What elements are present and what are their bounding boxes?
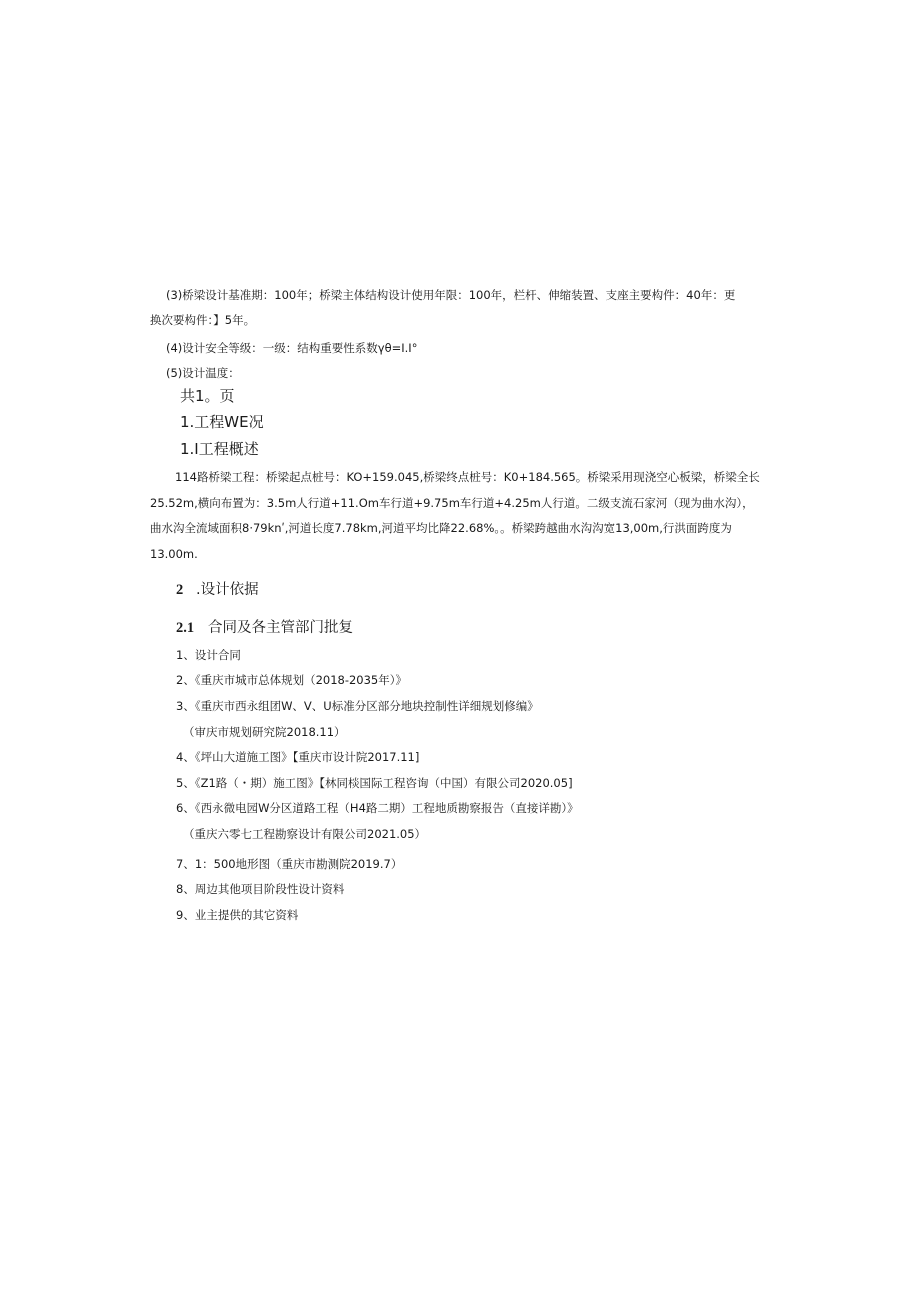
- list-item: 2、《重庆市城市总体规划（2018-2035年）》: [176, 673, 407, 687]
- overview-line2: 25.52m,横向布置为：3.5m人行道+11.Om车行道+9.75m车行道+4.25m人行道。二级支流石家河（现为曲水沟），: [150, 496, 754, 510]
- para3-line2: 换次要构件：】5年。: [150, 313, 256, 327]
- list-item: 5、《Z1路（・期）施工图》【林同棪国际工程咨询（中国）有限公司2020.05]: [176, 776, 573, 790]
- list-item: 3、《重庆市西永组团W、V、U标准分区部分地块控制性详细规划修编》: [176, 699, 539, 713]
- list-item: 7、1：500地形图（重庆市勘测院2019.7）: [176, 857, 403, 871]
- list-item: 6、《西永微电园W分区道路工程（H4路二期）工程地质勘察报告（直接详勘）》: [176, 801, 579, 815]
- section-1-1-title: 1.I工程概述: [180, 440, 259, 458]
- section-2-title: .设计依据: [196, 582, 259, 598]
- overview-line4: 13.00m.: [150, 547, 198, 561]
- list-item: 1、设计合同: [176, 648, 241, 662]
- section-2-heading: [176, 580, 259, 600]
- page-count: 共1。页: [180, 387, 235, 405]
- para3-line1: (3)桥梁设计基准期：100年；桥梁主体结构设计使用年限：100年，栏杆、伸缩装置、支座主要构件：40年：更: [166, 288, 736, 302]
- list-item: 8、周边其他项目阶段性设计资料: [176, 882, 345, 896]
- para5: (5)设计温度：: [166, 366, 240, 380]
- section-2-1-title: 合同及各主管部门批复: [208, 620, 353, 636]
- list-item-continuation: （审庆市规划研究院2018.11）: [183, 725, 346, 739]
- list-item-continuation: （重庆六零七工程勘察设计有限公司2021.05）: [183, 827, 427, 841]
- section-1-title: 1.工程WE况: [180, 413, 264, 431]
- overview-line3: 曲水沟全流域面积8·79knʹ,河道长度7.78km,河道平均比降22.68%。。桥梁跨越曲水沟沟宽13,00m,行洪面跨度为: [150, 521, 732, 535]
- section-2-1-heading: [176, 618, 353, 638]
- list-item: 4、《坪山大道施工图》【重庆市设计院2017.11]: [176, 750, 420, 764]
- section-2-number: 2: [176, 582, 184, 598]
- para4: (4)设计安全等级：一级：结构重要性系数γθ=I.I°: [166, 341, 418, 355]
- overview-line1: 114路桥梁工程：桥梁起点桩号：KO+159.045,桥梁终点桩号：K0+184.565。桥梁采用现浇空心板梁，桥梁全长: [175, 470, 760, 484]
- section-2-1-number: 2.1: [176, 620, 195, 636]
- list-item: 9、业主提供的其它资料: [176, 908, 299, 922]
